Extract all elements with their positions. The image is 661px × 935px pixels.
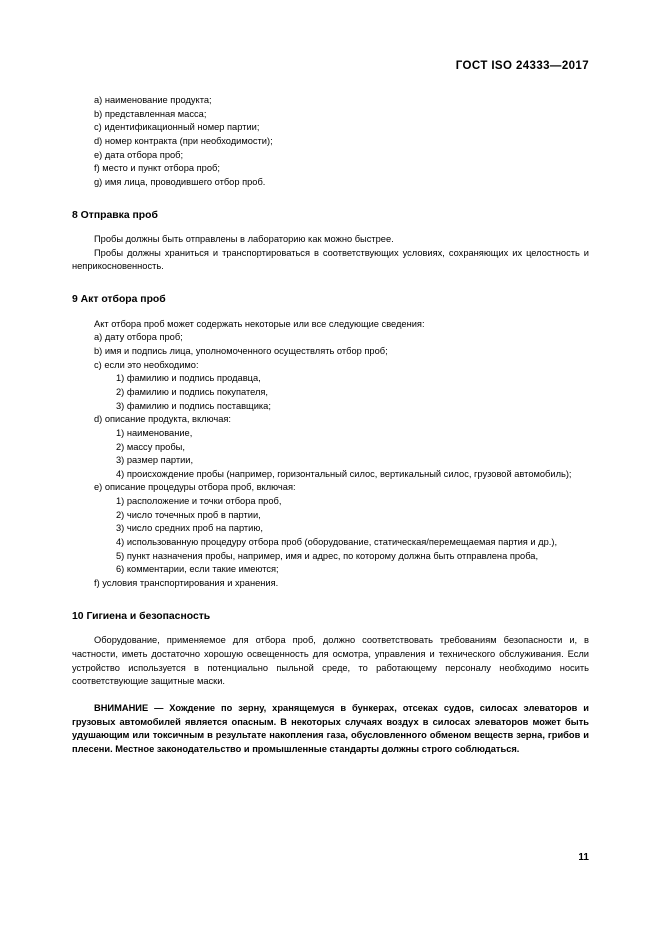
list-item: f) место и пункт отбора проб; (94, 163, 220, 174)
section8-paragraph-2: Пробы должны храниться и транспортироваться в соответствующих условиях, сохраняющих их целостность и неприкосновенность. (72, 247, 589, 272)
list-item: d) описание продукта, включая: (94, 414, 231, 425)
list-item: 2) массу пробы, (116, 441, 185, 452)
list-item: 3) размер партии, (116, 455, 194, 466)
page-number: 11 (578, 852, 589, 863)
list-item: c) идентификационный номер партии; (94, 122, 260, 133)
list-item: 5) пункт назначения пробы, например, имя и адрес, по которому должна быть отправлена проба, (116, 550, 539, 561)
list-item: g) имя лица, проводившего отбор проб. (94, 176, 266, 187)
list-item: e) описание процедуры отбора проб, включая: (94, 482, 296, 493)
section8-paragraph-1: Пробы должны быть отправлены в лабораторию как можно быстрее. (94, 234, 394, 245)
standard-id: ГОСТ ISO 24333—2017 (455, 60, 589, 72)
list-top (72, 94, 589, 190)
list-item: d) номер контракта (при необходимости); (94, 135, 273, 146)
section-heading-10: 10 Гигиена и безопасность (72, 610, 211, 622)
section9-list (72, 331, 589, 590)
list-item: c) если это необходимо: (94, 359, 199, 370)
warning-note: ВНИМАНИЕ — Хождение по зерну, хранящемуся в бункерах, отсеках судов, силосах элеваторов и грузовых автомобилей является опасным. В некоторых случаях воздух в силосах элеваторов может быть удушающим или токсичным в результате накопления газа, обусловленного обменом веществ зерна, грибов и плесени. Местное законодательство и промышленные стандарты должны строго соблюдаться. (72, 702, 589, 754)
list-item: 4) использованную процедуру отбора проб (оборудование, статическая/перемещаемая партия и др.), (116, 537, 558, 548)
list-item: 1) наименование, (116, 427, 193, 438)
list-item: b) имя и подпись лица, уполномоченного осуществлять отбор проб; (94, 345, 388, 356)
list-item: a) наименование продукта; (94, 95, 212, 105)
list-item: a) дату отбора проб; (94, 332, 183, 343)
list-item: e) дата отбора проб; (94, 149, 184, 160)
list-item: 1) фамилию и подпись продавца, (116, 373, 261, 384)
list-item: 3) фамилию и подпись поставщика; (116, 400, 271, 411)
list-item: 1) расположение и точки отбора проб, (116, 496, 282, 507)
section9-paragraph-1: Акт отбора проб может содержать некоторые или все следующие сведения: (94, 318, 425, 329)
list-item: 4) происхождение пробы (например, горизонтальный силос, вертикальный силос, грузовой автомобиль); (116, 468, 572, 479)
list-item: 2) число точечных проб в партии, (116, 509, 261, 520)
list-item: b) представленная масса; (94, 108, 207, 119)
list-item: f) условия транспортирования и хранения. (94, 578, 279, 589)
page-header (72, 60, 589, 72)
section-heading-9: 9 Акт отбора проб (72, 294, 166, 306)
document-body (72, 94, 589, 756)
section10-paragraph-1: Оборудование, применяемое для отбора проб, должно соответствовать требованиям безопасности и, в частности, иметь достаточно хорошую освещенность для осмотра, управления и технического обслуживания. Если устройство используется в потенциально пыльной среде, то работающему персоналу необходимо носить соответствующие защитные маски. (72, 635, 589, 687)
list-item: 2) фамилию и подпись покупателя, (116, 386, 269, 397)
list-item: 3) число средних проб на партию, (116, 523, 263, 534)
section-heading-8: 8 Отправка проб (72, 209, 158, 221)
list-item: 6) комментарии, если такие имеются; (116, 564, 279, 575)
